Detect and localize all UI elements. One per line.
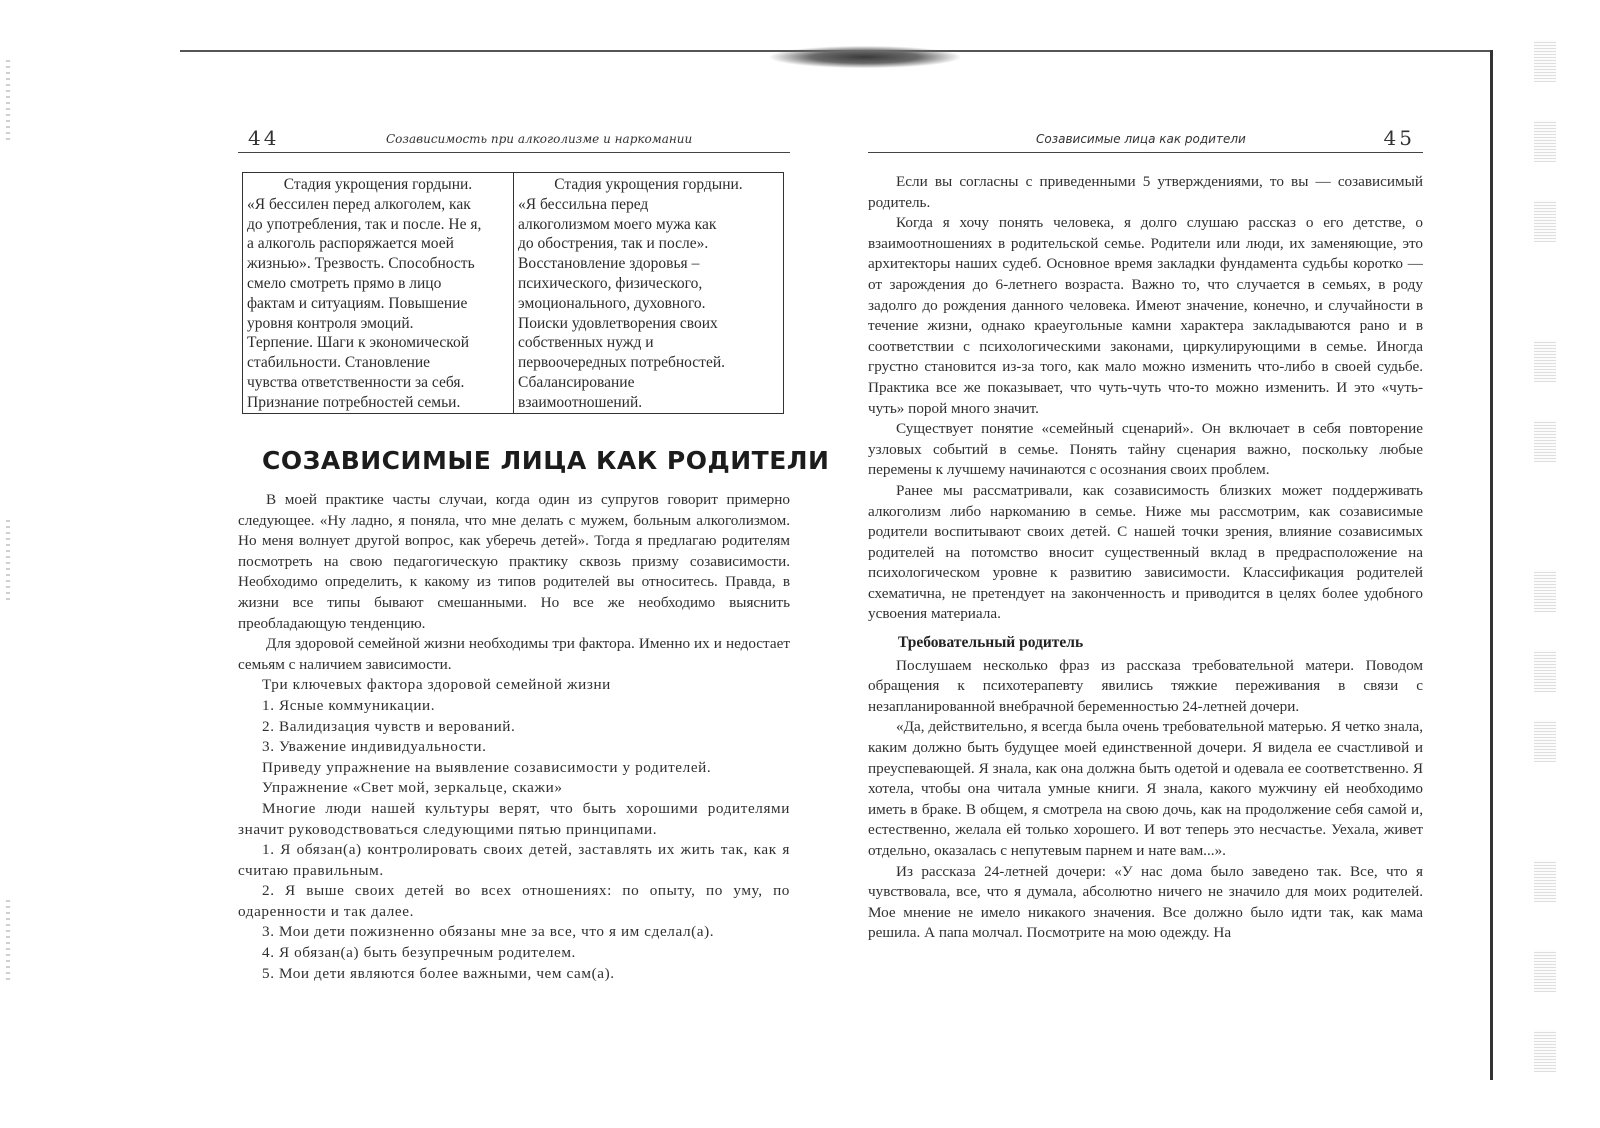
paragraph: В моей практике часты случаи, когда один из супругов говорит примерно следующее. «Ну ладно, я поняла, что мне делать с мужем, больным алкоголизмом. Но меня волнует другой вопрос, как уберечь детей». Тогда я предлагаю родителям посмотреть на свою педагогическую практику сквозь призму созависимости. Необходимо определить, к какому из типов родителей вы относитесь. Правда, в жизни все типы бывают смешанными. Но все же необходимо выяснить преобладающую тенденцию.: [238, 491, 790, 632]
subheading: Требовательный родитель: [898, 634, 1084, 652]
scan-margin-mark: [1534, 40, 1556, 82]
paragraph: «Да, действительно, я всегда была очень требовательной матерью. Я четко знала, каким должно быть будущее моей единственной дочери. Я видела ее счастливой и преуспевающей. Я знала, как она должна быть одетой и одевала ее соответственно. Я хотела, чтобы она читала умные книги. Я знала, какого мужчину ей необходимо иметь в браке. В общем, я смотрела на свою дочь, как на продолжение себя самой и, естественно, желала ей только хорошего. И вот теперь это несчастье. Уехала, живет отдельно, оказалась с непутевым парнем и нате вам...».: [868, 718, 1423, 859]
book-spine-shadow: [770, 46, 960, 68]
scan-margin-dots: [6, 520, 10, 600]
running-head-title: Созависимые лица как родители: [1036, 132, 1246, 146]
stage-line: алкоголизмом моего мужа как: [518, 215, 717, 233]
paragraph: Для здоровой семейной жизни необходимы три фактора. Именно их и недостает семьям с наличием зависимости.: [238, 635, 790, 673]
stage-line: жизнью». Трезвость. Способность: [247, 255, 475, 273]
stage-line: психического, физического,: [518, 274, 703, 292]
scan-margin-dots: [6, 900, 10, 980]
scan-margin-mark: [1534, 120, 1556, 162]
stage-line: собственных нужд и: [518, 334, 654, 352]
stage-line: стабильности. Становление: [247, 354, 431, 372]
right-body-text: [868, 172, 1423, 944]
paragraph: Существует понятие «семейный сценарий». Он включает в себя повторение узловых событий в семье. Понять тайну сценария важно, поскольку любые перемены к лучшему начинаются с осознания своих проблем.: [868, 420, 1423, 479]
stage-table: [242, 172, 784, 414]
stage-line: Признание потребностей семьи.: [247, 393, 461, 411]
list-item: 2. Валидизация чувств и верований.: [262, 717, 516, 735]
list-item: 2. Я выше своих детей во всех отношениях: по опыту, по уму, по одаренности и так далее.: [238, 882, 790, 920]
scan-margin-mark: [1534, 860, 1556, 902]
list-item: 3. Уважение индивидуальности.: [262, 738, 487, 756]
stage-line: а алкоголь распоряжается моей: [247, 235, 454, 253]
stage-title: Стадия укрощения гордыни.: [283, 176, 473, 193]
section-title: СОЗАВИСИМЫЕ ЛИЦА КАК РОДИТЕЛИ: [262, 446, 830, 475]
stage-line: «Я бессильна перед: [518, 195, 649, 213]
scan-margin-mark: [1534, 650, 1556, 692]
stage-line: до обострения, так и после».: [518, 235, 709, 253]
paragraph: Когда я хочу понять человека, я долго слушаю рассказ о его детстве, о взаимоотношениях в родительской семье. Родители или люди, их заменяющие, это архитекторы наших судеб. Основное время закладки фундамента судьбы коротко — от зарождения до 6-летнего возраста. Важно то, что случается в семьях, в роду задолго до рождения данного человека. Имеют значение, конечно, и случайности в течение жизни, однако краеугольные камни характера закладываются рано и в соответствии с психологическими законами, циркулирующими в семье. Иногда грустно становится из-за того, как мало можно изменить что-либо в своей судьбе. Практика все же показывает, что чуть-чуть что-то можно изменить. И это «чуть-чуть» порой много значит.: [868, 214, 1423, 417]
paragraph: Если вы согласны с приведенными 5 утверждениями, то вы — созависимый родитель.: [868, 173, 1423, 211]
stage-line: первоочередных потребностей.: [518, 354, 726, 372]
stage-line: Поиски удовлетворения своих: [518, 314, 718, 332]
paragraph: Послушаем несколько фраз из рассказа требовательной матери. Поводом обращения к психотерапевту явились тяжкие переживания в связи с незапланированной внебрачной беременностью 24-летней дочери.: [868, 656, 1423, 715]
page-edge-rule: [1490, 50, 1493, 1080]
list-item: 1. Ясные коммуникации.: [262, 696, 436, 714]
list-item: 4. Я обязан(а) быть безупречным родителем.: [262, 944, 576, 962]
page-number: 45: [1383, 126, 1415, 150]
stage-table-right-col: [513, 173, 783, 413]
stage-line: взаимоотношений.: [518, 393, 643, 411]
stage-line: чувства ответственности за себя.: [247, 373, 465, 391]
paragraph: Ранее мы рассматривали, как созависимость близких может поддерживать алкоголизм либо наркоманию в семье. Ниже мы рассмотрим, как созависимые родители воспитывают своих детей. С нашей точки зрения, влияние созависимых родителей на потомство вносит существенный вклад в предрасположение на психологическом уровне к развитию зависимости. Классификация родителей схематична, не претендует на законченность и приводится в целях более удобного усвоения материала.: [868, 481, 1423, 623]
list-item: 1. Я обязан(а) контролировать своих детей, заставлять их жить так, как я считаю правильным.: [238, 841, 790, 879]
scan-margin-dots: [6, 60, 10, 140]
paragraph: Многие люди нашей культуры верят, что быть хорошими родителями значит руководствоваться следующими пятью принципами.: [238, 799, 790, 838]
stage-title: Стадия укрощения гордыни.: [554, 176, 743, 193]
scan-margin-mark: [1534, 1030, 1556, 1072]
stage-line: «Я бессилен перед алкоголем, как: [247, 195, 471, 213]
running-head-title: Созависимость при алкоголизме и наркомании: [386, 132, 693, 146]
running-head: [238, 120, 790, 153]
stage-line: до употребления, так и после. Не я,: [247, 215, 482, 233]
stage-line: фактам и ситуациям. Повышение: [247, 294, 468, 312]
stage-line: Сбалансирование: [518, 373, 635, 391]
running-head: [868, 120, 1423, 153]
scan-margin-mark: [1534, 570, 1556, 612]
page-number: 44: [248, 126, 280, 150]
paragraph: Из рассказа 24-летней дочери: «У нас дома было заведено так. Все, что я чувствовала, все, что я думала, абсолютно ничего не значило для моих родителей. Мое мнение не имело никакого значения. Все должно было идти так, как мама решила. А папа молчал. Посмотрите на мою одежду. На: [868, 862, 1423, 942]
exercise-title: Упражнение «Свет мой, зеркальце, скажи»: [262, 779, 563, 797]
scan-margin-mark: [1534, 720, 1556, 762]
scan-margin-mark: [1534, 950, 1556, 992]
stage-line: Восстановление здоровья –: [518, 255, 700, 273]
stage-line: уровня контроля эмоций.: [247, 314, 414, 332]
exercise-intro: Приведу упражнение на выявление созависимости у родителей.: [262, 758, 712, 776]
left-body-text: [238, 490, 790, 984]
stage-table-left-col: [243, 173, 513, 413]
scan-margin-mark: [1534, 340, 1556, 382]
stage-line: Терпение. Шаги к экономической: [247, 334, 470, 352]
right-page: [868, 120, 1423, 942]
list-item: 5. Мои дети являются более важными, чем сам(а).: [262, 964, 615, 982]
stage-line: эмоционального, духовного.: [518, 294, 706, 312]
factors-heading: Три ключевых фактора здоровой семейной жизни: [262, 676, 611, 694]
stage-line: смело смотреть прямо в лицо: [247, 274, 442, 292]
list-item: 3. Мои дети пожизненно обязаны мне за все, что я им сделал(а).: [262, 923, 715, 941]
scan-margin-mark: [1534, 420, 1556, 462]
scan-margin-mark: [1534, 200, 1556, 242]
left-page: [238, 120, 830, 982]
